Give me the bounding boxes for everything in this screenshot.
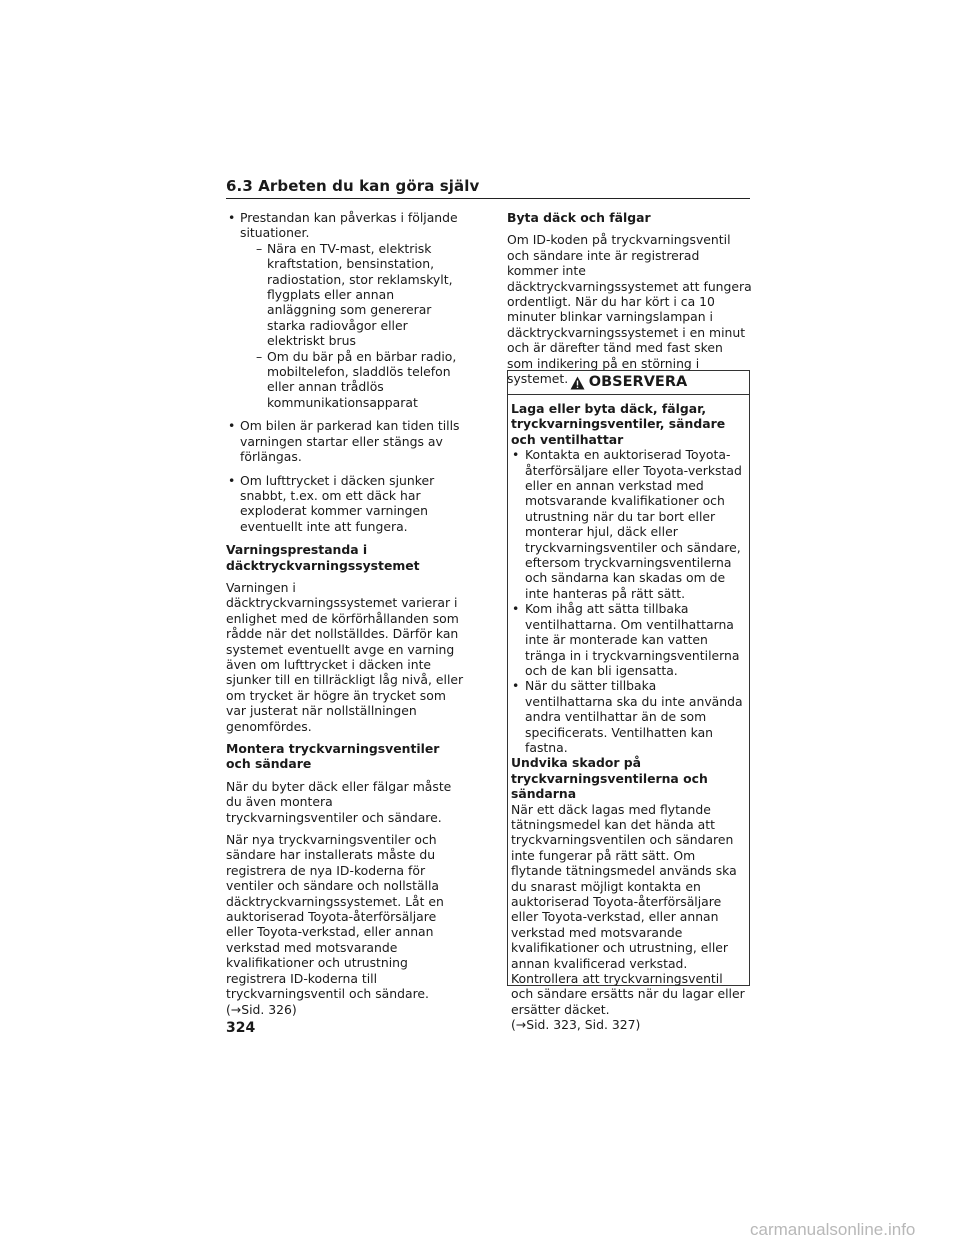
page-reference: (→Sid. 323, Sid. 327) [511,1017,641,1033]
notice-box [507,370,750,1033]
page-number: 324 [226,1020,256,1036]
paragraph-text: När nya tryckvarningsventiler och sändare har installerats måste du registrera de nya ID-koderna för ventiler och sändare och nollställa däcktryckvarningssystemet. Låt en auktoriserad Toyota-återförsäljare eller Toyota-verkstad, eller annan verkstad med motsvarande kvalifikationer och utrustning registrera ID-koderna till tryckvarningsventil och sändare. [226,832,444,1002]
notice-list-item: • Kontakta en auktoriserad Toyota-återförsäljare eller Toyota-verkstad eller en annan verkstad med motsvarande kvalifikationer och utrustning när du tar bort eller monterar hjul, däck eller tryckvarningsventiler och sändare, eftersom tryckvarningsventilerna och sändarna kan skadas om de inte hanteras på rätt sätt. [511,447,747,601]
bullet-text: • Prestandan kan påverkas i följande situationer. [240,210,458,241]
notice-title-text: OBSERVERA [588,373,688,390]
subheading: Montera tryckvarningsventiler och sändare [226,741,440,772]
paragraph: Om ID-koden på tryckvarningsventil och sändare inte är registrerad kommer inte däcktryckvarningssystemet att fungera ordentligt. När du har kört i ca 10 minuter blinkar varningslampan i däcktryckvarningssystemet i en minut och är därefter tänd med fast sken som indikering på en störning i systemet. [507,232,752,387]
notice-list-item: • När du sätter tillbaka ventilhattarna ska du inte använda andra ventilhattar än de som specificerats. Ventilhatten kan fastna. [511,678,747,755]
notice-list-item: • Kom ihåg att sätta tillbaka ventilhattarna. Om ventilhattarna inte är monterade kan vatten tränga in i tryckvarningsventilerna och de kan bli igensatta. [511,601,747,678]
paragraph: När du byter däck eller fälgar måste du även montera tryckvarningsventiler och sändare. [226,778,452,825]
notice-paragraph: När ett däck lagas med flytande tätningsmedel kan det hända att tryckvarningsventilen och sändaren inte fungerar på rätt sätt. Om flytande tätningsmedel används ska du snarast möjligt kontakta en auktoriserad Toyota-återförsäljare eller Toyota-verkstad, eller annan verkstad med motsvarande kvalifikationer och utrustning, eller annan kvalificerad verkstad. Kontrollera att tryckvarningsventil och sändare ersätts när du lagar eller ersätter däcket. [511,801,745,1017]
notice-heading: Undvika skador på tryckvarningsventilerna och sändarna [511,755,708,802]
list-item: • Om lufttrycket i däcken sjunker snabbt, t.ex. om ett däck har exploderat kommer varningen eventuellt inte att fungera. [226,473,466,535]
section-title: 6.3 Arbeten du kan göra själv [226,177,750,199]
left-column [226,210,466,1024]
paragraph: Varningen i däcktryckvarningssystemet varierar i enlighet med de körförhållanden som rådde när det nollställdes. Därför kan systemet eventuellt avge en varning även om lufttrycket i däcken inte sjunker till en tillräckligt låg nivå, eller om trycket är högre än trycket som var justerat när nollställningen genomfördes. [226,579,464,734]
right-column [507,210,752,393]
list-item: • Om bilen är parkerad kan tiden tills varningen startar eller stängs av förlängas. [226,418,466,464]
warning-triangle-icon [570,376,585,390]
sub-list-item: – Om du bär på en bärbar radio, mobiltelefon, sladdlös telefon eller annan trådlös kommunikationsapparat [240,349,466,411]
notice-title [508,371,749,395]
watermark: carmanualsonline.info [750,1220,916,1239]
notice-heading: Laga eller byta däck, fälgar, tryckvarningsventiler, sändare och ventilhattar [511,401,726,447]
list-item [226,210,466,410]
page-reference: (→Sid. 326) [226,1001,297,1017]
sub-list [240,241,466,410]
notice-body [508,395,749,1033]
subheading: Varningsprestanda i däcktryckvarningssystemet [226,542,420,573]
sub-list-item: – Nära en TV-mast, elektrisk kraftstation, bensinstation, radiostation, stor reklamskylt, flygplats eller annan anläggning som genererar starka radiovågor eller elektriskt brus [240,241,466,349]
paragraph [226,832,466,1017]
subheading: Byta däck och fälgar [507,210,651,225]
